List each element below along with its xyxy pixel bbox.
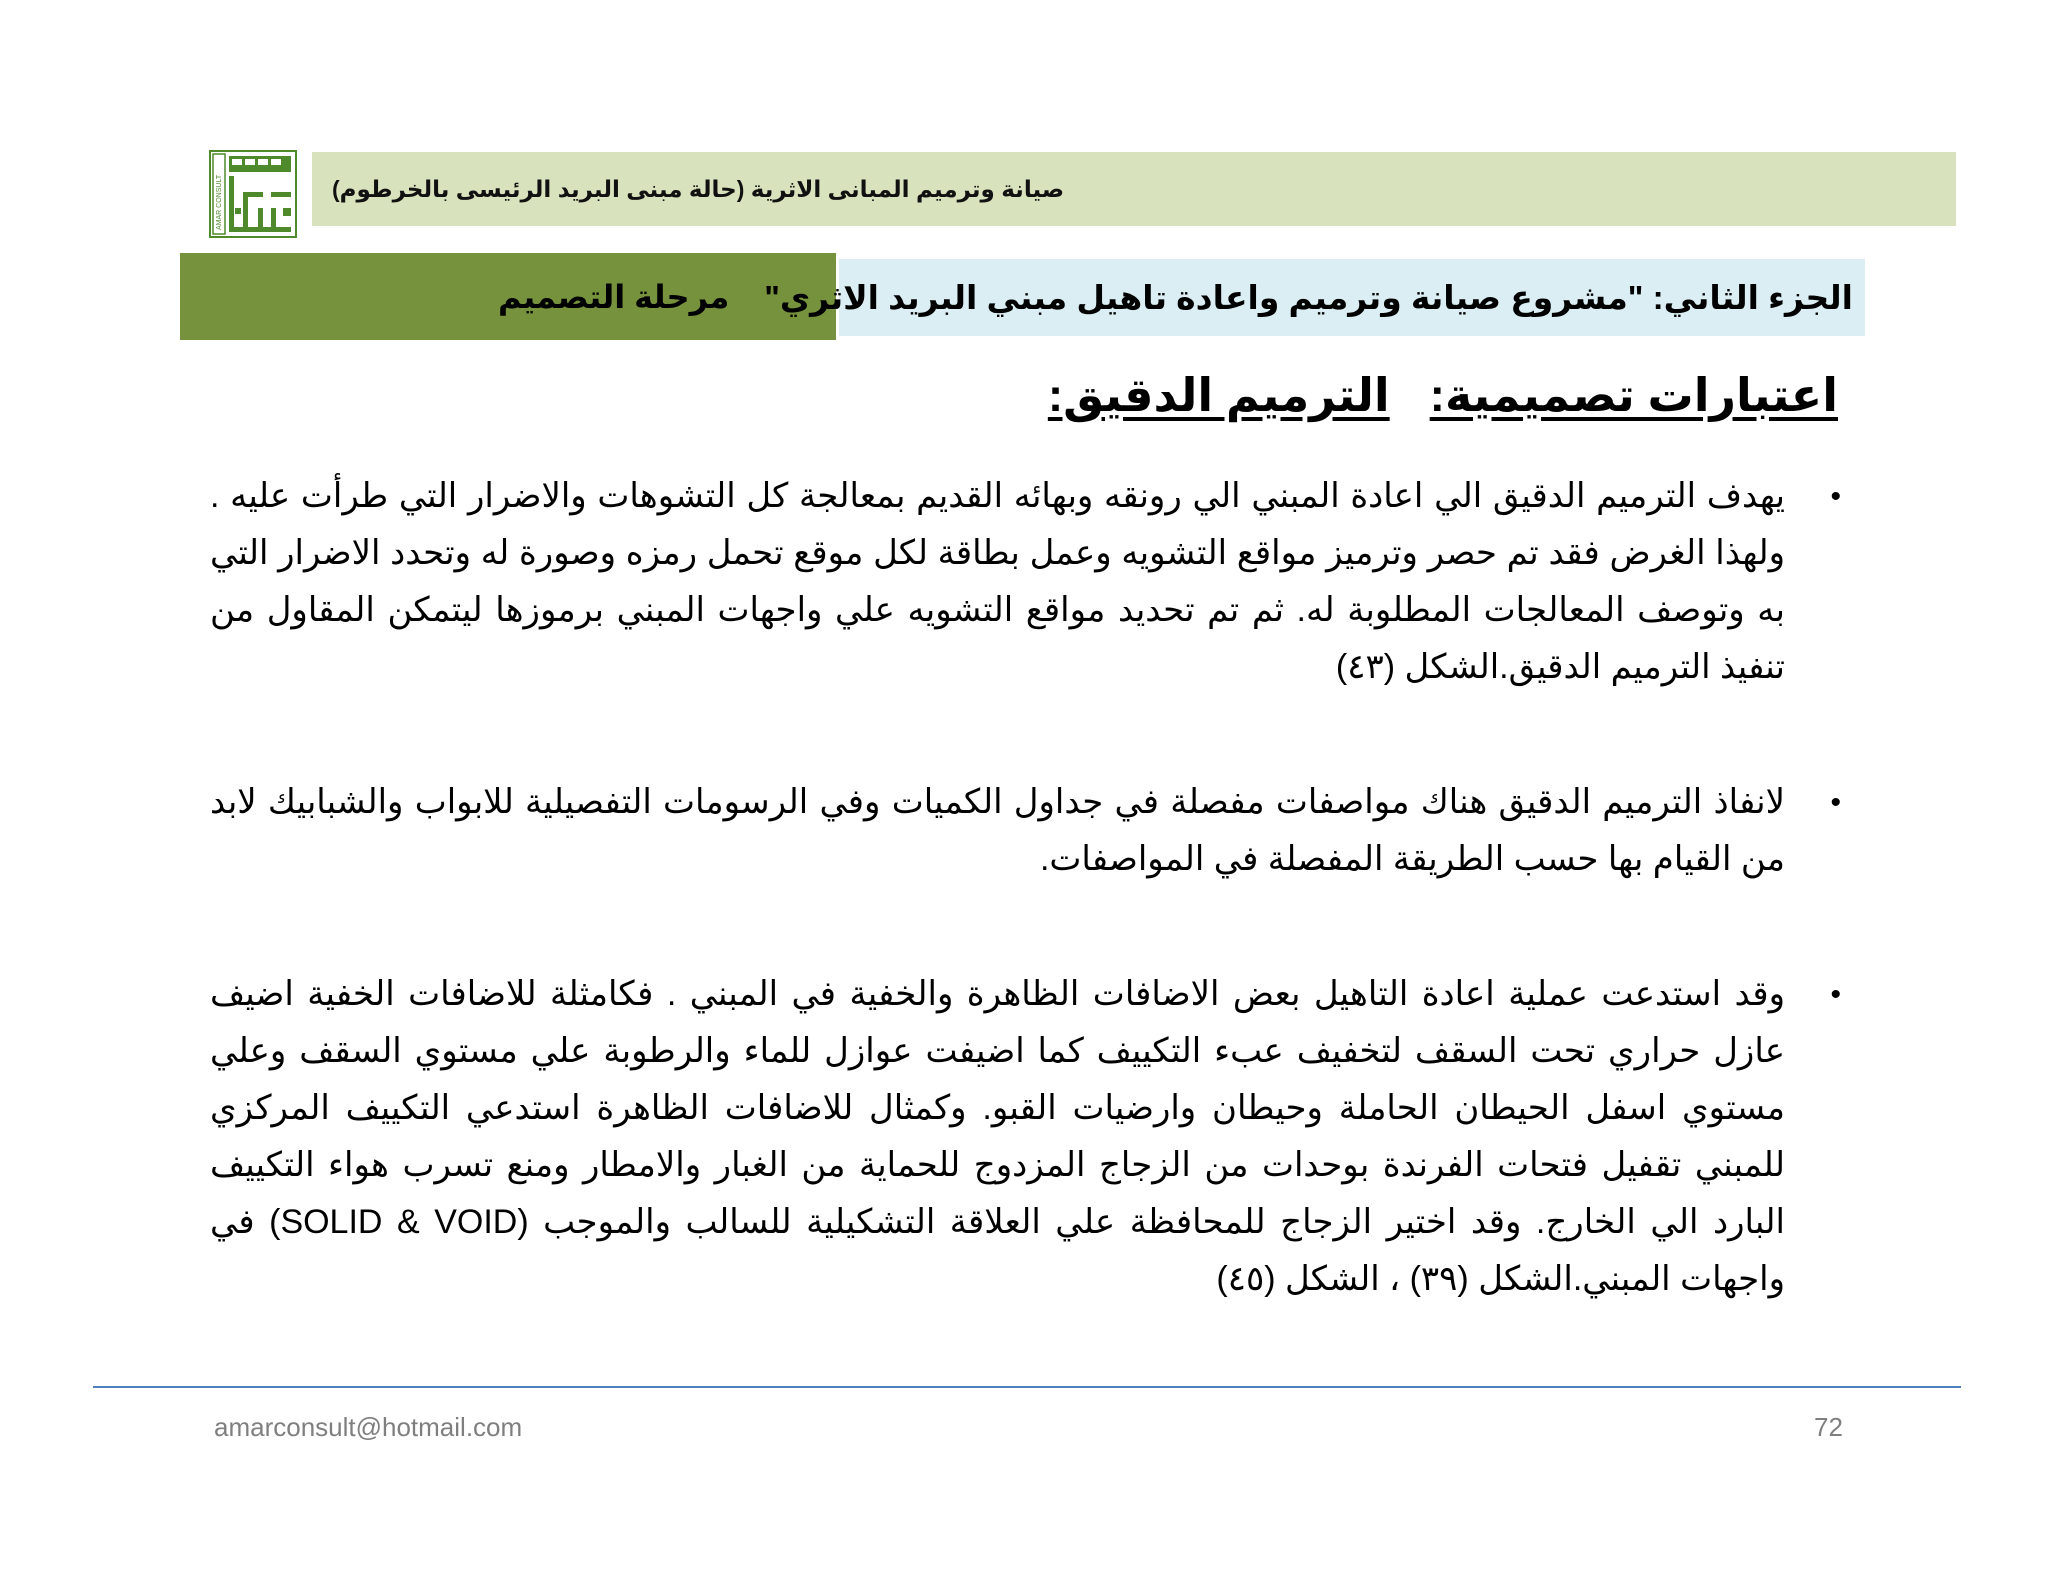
page-number: 72 [1814,1412,1843,1442]
phase-label-box [180,253,836,340]
bullet-item: • يهدف الترميم الدقيق الي اعادة المبني الي رونقه وبهائه القديم بمعالجة كل التشوهات والاضرار التي طرأت عليه . ولهذا الغرض فقد تم حصر وترميز مواقع التشويه وعمل بطاقة لكل موقع تحمل رمزه وصورة له وتحدد الاضرار التي به وتوصف المعالجات المطلوبة له. ثم تم تحديد مواقع التشويه علي واجهات المبني برموزها ليتمكن المقاول من تنفيذ الترميم الدقيق.الشكل (٤٣) [210,468,1845,696]
logo-side-text: AMAR CONSULT [216,174,223,230]
document-title: صيانة وترميم المبانى الاثرية (حالة مبنى البريد الرئيسى بالخرطوم) [332,175,1065,202]
document-header-bar [312,152,1956,226]
section-title-sub: الترميم الدقيق: [1047,369,1390,421]
bullet-item: • وقد استدعت عملية اعادة التاهيل بعض الاضافات الظاهرة والخفية في المبني . فكامثلة للاضافات الخفية اضيف عازل حراري تحت السقف لتخفيف عبء التكييف كما اضيفت عوازل للماء والرطوبة علي مستوي السقف وعلي مستوي اسفل الحيطان الحاملة وحيطان وارضيات القبو. وكمثال للاضافات الظاهرة استدعي التكييف المركزي للمبني تقفيل فتحات الفرندة بوحدات من الزجاج المزدوج للحماية من الغبار والامطار ومنع تسرب هواء التكييف البارد الي الخارج. وقد اختير الزجاج للمحافظة علي العلاقة التشكيلية للسالب والموجب (SOLID & VOID) في واجهات المبني.الشكل (٣٩) ، الشكل (٤٥) [210,966,1845,1308]
section-title [1048,368,1838,422]
amar-consult-logo [209,150,297,238]
part-label-box [764,259,1865,336]
bullet-item: • لانفاذ الترميم الدقيق هناك مواصفات مفصلة في جداول الكميات وفي الرسومات التفصيلية للابواب والشبابيك لابد من القيام بها حسب الطريقة المفصلة في المواصفات. [210,774,1845,888]
phase-label: مرحلة التصميم [498,278,730,315]
section-title-main: اعتبارات تصميمية: [1429,369,1838,421]
footer-divider [93,1386,1961,1388]
part-label: الجزء الثاني: "مشروع صيانة وترميم واعادة تاهيل مبني البريد الاثري" [764,279,1853,316]
footer-email: amarconsult@hotmail.com [214,1412,523,1442]
bullet-list [210,468,1845,1308]
